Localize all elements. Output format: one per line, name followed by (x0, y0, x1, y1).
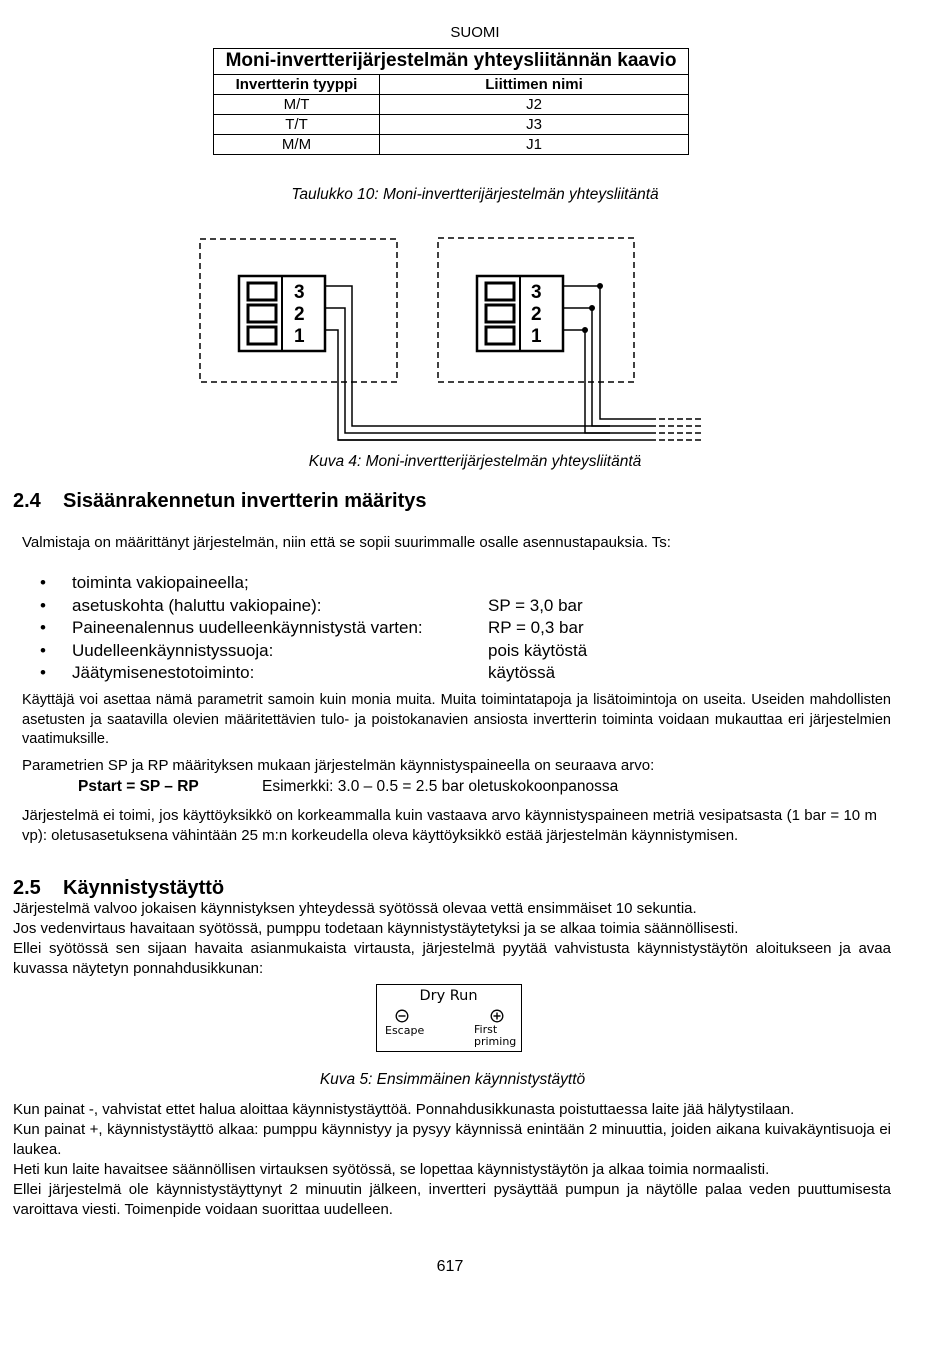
junction-dot (597, 283, 603, 289)
table-cell: M/T (214, 95, 380, 115)
section-intro: Valmistaja on määrittänyt järjestelmän, niin että se sopii suurimmalle osalle asennustapauksia. Ts: (22, 534, 671, 551)
plus-icon (490, 1009, 504, 1023)
escape-label: Escape (385, 1024, 425, 1037)
table-cell: J2 (380, 95, 689, 115)
section-title: Sisäänrakennetun invertterin määritys (63, 490, 427, 512)
paragraph: Kun painat -, vahvistat ettet halua aloittaa käynnistystäyttöä. Ponnahdusikkunasta poistuttaessa laite jää hälytystilaan. (13, 1101, 795, 1118)
paragraph: Käyttäjä voi asettaa nämä parametrit samoin kuin monia muita. Muita toimintatapoja ja lisätoimintoja on useita. Useiden mahdollisten asetusten ja saatavilla olevien määritettävien tulo- ja poistokanavien ansiosta invertterin toiminta voidaan mukauttaa eri järjestelmien vaatimuksille. (22, 692, 891, 747)
terminal-block-left (239, 276, 325, 351)
paragraph: Järjestelmä valvoo jokaisen käynnistyksen yhteydessä syötössä olevaa vettä ensimmäiset 10 sekuntia. (13, 900, 697, 917)
table-header-connector-name: Liittimen nimi (380, 75, 689, 95)
formula-example: Esimerkki: 3.0 – 0.5 = 2.5 bar oletuskokoonpanossa (262, 778, 619, 795)
paragraph: Heti kun laite havaitsee säännöllisen virtauksen syötössä, se lopettaa käynnistystäytön ja alkaa toimia normaalisti. (13, 1161, 770, 1178)
table-row (214, 115, 689, 135)
paragraph: Kun painat +, käynnistystäyttö alkaa: pumppu käynnistyy ja pysyy käynnissä enintään 2 minuuttia, joiden aikana kuivakäyntisuoja ei laukea. (13, 1121, 891, 1158)
section-number: 2.5 (13, 877, 41, 899)
terminal-screw (248, 327, 276, 344)
table-row (214, 95, 689, 115)
first-priming-label: First priming (474, 1023, 517, 1048)
terminal-label: 2 (294, 304, 305, 325)
page-number: 617 (436, 1258, 464, 1275)
minus-icon (395, 1009, 409, 1023)
table-title: Moni-invertterijärjestelmän yhteysliitännän kaavio (214, 49, 689, 75)
table-cell: M/M (214, 135, 380, 155)
formula: Pstart = SP – RP (78, 778, 199, 795)
figure-caption: Kuva 5: Ensimmäinen käynnistystäyttö (319, 1071, 586, 1088)
terminal-screw (248, 305, 276, 322)
table-cell: J1 (380, 135, 689, 155)
junction-dot (589, 305, 595, 311)
section-heading (13, 490, 426, 513)
connection-table (213, 48, 689, 155)
section-title: Käynnistystäyttö (63, 877, 225, 899)
dry-run-popup (376, 984, 522, 1052)
terminal-screw (248, 283, 276, 300)
wiring-diagram (190, 228, 710, 446)
terminal-screw (486, 283, 514, 300)
section-heading (13, 877, 224, 900)
section-number: 2.4 (13, 490, 41, 512)
popup-title: Dry Run (419, 988, 478, 1004)
paragraph: Ellei syötössä sen sijaan havaita asianmukaista virtausta, järjestelmä pyytää vahvistusta käynnistystäytön aloitukseen ja avaa kuvassa näytetyn ponnahdusikkunan: (13, 940, 891, 977)
terminal-label: 2 (531, 304, 542, 325)
figure-caption: Kuva 4: Moni-invertterijärjestelmän yhteysliitäntä (308, 453, 642, 470)
terminal-label: 1 (531, 326, 542, 347)
paragraph: Ellei järjestelmä ole käynnistystäyttynyt 2 minuutin jälkeen, invertteri pysäyttää pumpun ja näytölle palaa veden puuttumisesta varoittava viesti. Toimenpide voidaan suorittaa uudelleen. (13, 1181, 891, 1218)
terminal-block-right (477, 276, 563, 351)
page-header-language: SUOMI (450, 24, 500, 41)
terminal-screw (486, 327, 514, 344)
junction-dot (582, 327, 588, 333)
table-cell: J3 (380, 115, 689, 135)
paragraph: Parametrien SP ja RP määrityksen mukaan järjestelmän käynnistyspaineella on seuraava arvo: (22, 757, 655, 774)
paragraph: Jos vedenvirtaus havaitaan syötössä, pumppu todetaan käynnistystäytetyksi ja se alkaa toimia säännöllisesti. (13, 920, 739, 937)
terminal-label: 1 (294, 326, 305, 347)
terminal-label: 3 (294, 282, 305, 303)
paragraph: Järjestelmä ei toimi, jos käyttöyksikkö on korkeammalla kuin vastaava arvo käynnistyspaineen metriä vesipatsasta (1 bar = 10 m vp): oletusasetuksena vähintään 25 m:n korkeudella oleva käyttöyksikkö estää järjestelmän käynnistymisen. (22, 807, 877, 844)
table-header-inverter-type: Invertterin tyyppi (214, 75, 380, 95)
table-caption: Taulukko 10: Moni-invertterijärjestelmän yhteysliitäntä (291, 186, 659, 203)
terminal-screw (486, 305, 514, 322)
table-row (214, 135, 689, 155)
terminal-label: 3 (531, 282, 542, 303)
table-cell: T/T (214, 115, 380, 135)
